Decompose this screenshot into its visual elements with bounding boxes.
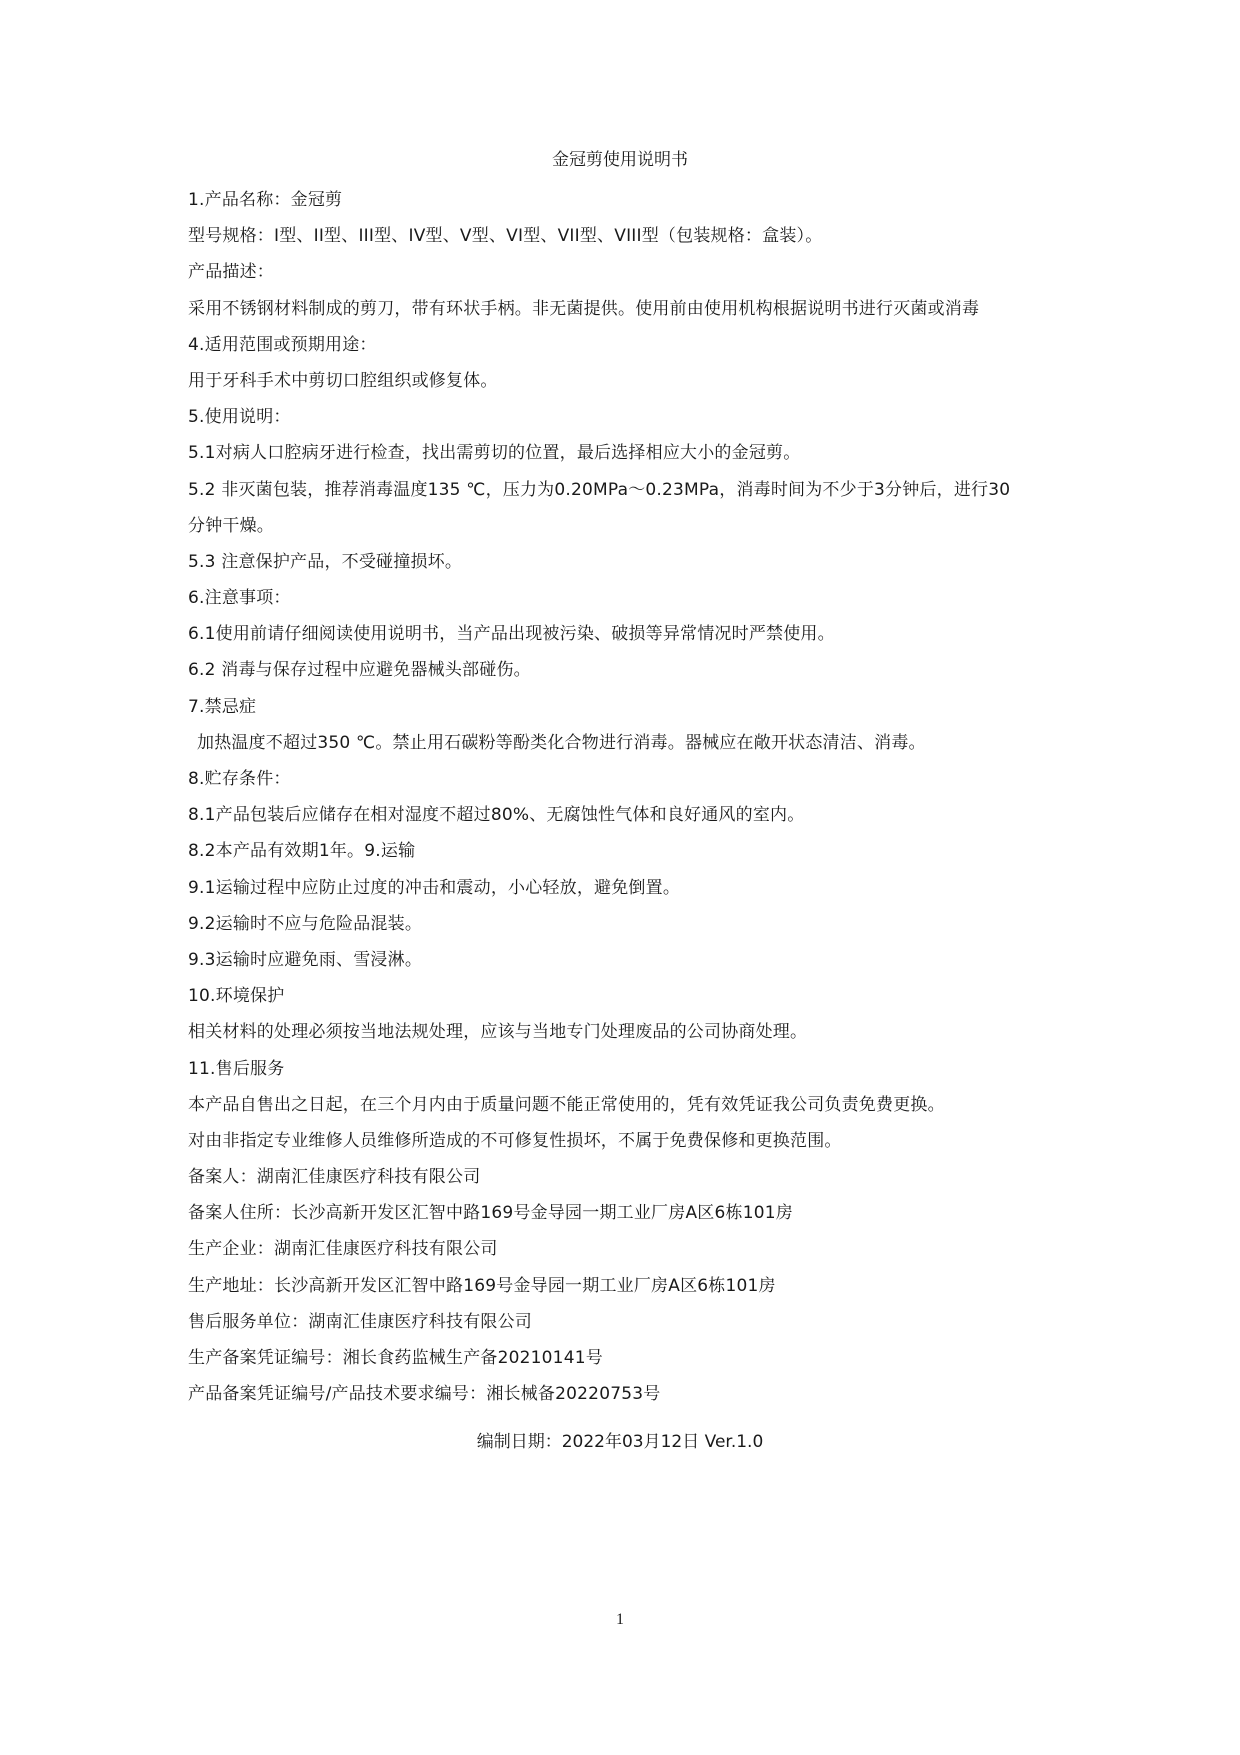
intended-use-text: 用于牙科手术中剪切口腔组织或修复体。 [188, 370, 498, 391]
production-record-number: 生产备案凭证编号：湘长食药监械生产备20210141号 [188, 1348, 603, 1368]
storage-heading: 8.贮存条件： [188, 769, 291, 789]
contraindications-heading: 7.禁忌症 [188, 696, 257, 717]
after-sales-text-2: 对由非指定专业维修人员维修所造成的不可修复性损坏，不属于免费保修和更换范围。 [188, 1130, 842, 1151]
usage-instruction-5-2: 5.2 非灭菌包装，推荐消毒温度135 ℃，压力为0.20MPa～0.23MPa，消毒时间为不少于3分钟后，进行30 [188, 479, 1011, 500]
precaution-6-2: 6.2 消毒与保存过程中应避免器械头部碰伤。 [188, 660, 531, 681]
contraindications-text: 加热温度不超过350 ℃。禁止用石碳粉等酚类化合物进行消毒。器械应在敞开状态清洁、消毒。 [197, 732, 926, 753]
storage-8-2: 8.2本产品有效期1年。9.运输 [188, 841, 416, 862]
product-name-line: 1.产品名称：金冠剪 [188, 190, 343, 210]
usage-instruction-5-3: 5.3 注意保护产品，不受碰撞损坏。 [188, 551, 463, 572]
usage-instruction-5-1: 5.1对病人口腔病牙进行检查，找出需剪切的位置，最后选择相应大小的金冠剪。 [188, 443, 801, 464]
storage-8-1: 8.1产品包装后应储存在相对湿度不超过80%、无腐蚀性气体和良好通风的室内。 [188, 805, 805, 826]
transport-9-2: 9.2运输时不应与危险品混装。 [188, 913, 423, 934]
document-title: 金冠剪使用说明书 [552, 150, 688, 170]
registrant: 备案人：湖南汇佳康医疗科技有限公司 [188, 1167, 481, 1188]
after-sales-unit: 售后服务单位：湖南汇佳康医疗科技有限公司 [188, 1311, 532, 1332]
precaution-6-1: 6.1使用前请仔细阅读使用说明书，当产品出现被污染、破损等异常情况时严禁使用。 [188, 624, 835, 645]
environment-heading: 10.环境保护 [188, 986, 285, 1007]
transport-9-3: 9.3运输时应避免雨、雪浸淋。 [188, 949, 423, 970]
document-body [188, 188, 1088, 1418]
usage-instructions-heading: 5.使用说明： [188, 407, 291, 428]
product-description-text: 采用不锈钢材料制成的剪刀，带有环状手柄。非无菌提供。使用前由使用机构根据说明书进行灭菌或消毒 [188, 298, 980, 319]
manufacturer-address: 生产地址：长沙高新开发区汇智中路169号金导园一期工业厂房A区6栋101房 [188, 1275, 776, 1296]
model-spec-line: 型号规格：I型、II型、III型、IV型、V型、VI型、VII型、VIII型（包装规格：盒装）。 [188, 226, 823, 247]
precautions-heading: 6.注意事项： [188, 588, 291, 609]
intended-use-heading: 4.适用范围或预期用途： [188, 334, 377, 355]
registrant-address: 备案人住所：长沙高新开发区汇智中路169号金导园一期工业厂房A区6栋101房 [188, 1203, 793, 1224]
manufacturer: 生产企业：湖南汇佳康医疗科技有限公司 [188, 1239, 498, 1260]
after-sales-text-1: 本产品自售出之日起，在三个月内由于质量问题不能正常使用的，凭有效凭证我公司负责免费更换。 [188, 1094, 945, 1115]
after-sales-heading: 11.售后服务 [188, 1058, 285, 1079]
compilation-date: 编制日期：2022年03月12日 Ver.1.0 [476, 1432, 764, 1452]
transport-9-1: 9.1运输过程中应防止过度的冲击和震动，小心轻放，避免倒置。 [188, 877, 681, 898]
usage-instruction-5-2-cont: 分钟干燥。 [188, 515, 274, 536]
product-description-heading: 产品描述： [188, 262, 274, 283]
page-number: 1 [616, 1611, 624, 1628]
product-record-number: 产品备案凭证编号/产品技术要求编号：湘长械备20220753号 [188, 1384, 661, 1405]
environment-text: 相关材料的处理必须按当地法规处理，应该与当地专门处理废品的公司协商处理。 [188, 1022, 808, 1043]
